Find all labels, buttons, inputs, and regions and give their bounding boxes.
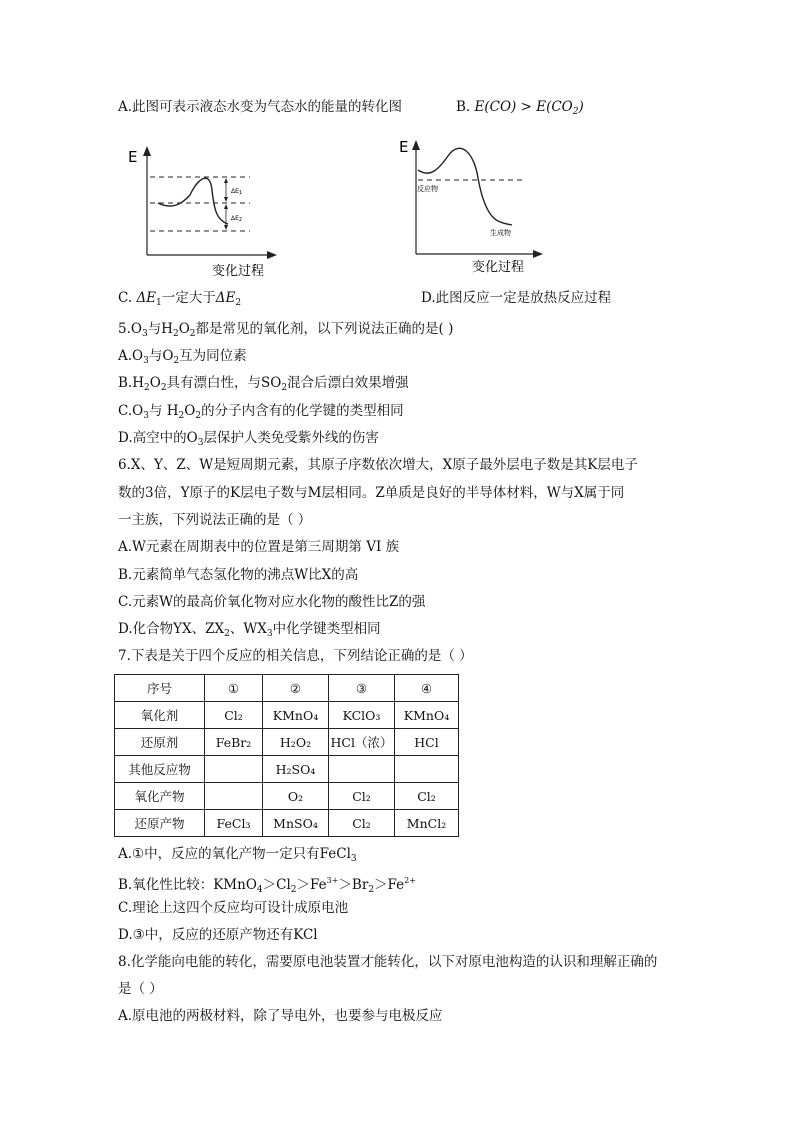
table-cell: KMnO₄ — [263, 702, 329, 729]
q6-stem-line3: 一主族，下列说法正确的是（ ） — [118, 512, 312, 528]
row-label: 其他反应物 — [115, 756, 205, 783]
q8-stem-line1: 8.化学能向电能的转化，需要原电池装置才能转化，以下对原电池构造的认识和理解正确的 — [118, 954, 658, 970]
row-label: 氧化产物 — [115, 783, 205, 810]
table-cell — [395, 756, 459, 783]
q4-option-b: B. $E(CO) > E(CO_2)$ — [456, 99, 584, 117]
header-cell: ② — [263, 675, 329, 702]
table-row — [115, 756, 459, 783]
table-row — [115, 810, 459, 837]
q8-stem-line2: 是（ ） — [118, 981, 163, 997]
q7-stem: 7.下表是关于四个反应的相关信息，下列结论正确的是（ ） — [118, 648, 473, 664]
header-cell: ③ — [329, 675, 395, 702]
table-cell — [205, 756, 263, 783]
table-header-row — [115, 675, 459, 702]
q5-option-c: $C.O_3$与 $H_2O_2$的分子内含有的化学键的类型相同 — [118, 403, 404, 421]
q7-option-b: B.氧化性比较：$KMnO_4>Cl_2>Fe^{3+}>Br_2>Fe^{2+}$ — [118, 876, 416, 895]
table-cell: MnCl₂ — [395, 810, 459, 837]
table-cell — [329, 756, 395, 783]
energy-diagram-right — [396, 134, 546, 279]
q4-option-c: C. $\Delta E_1$一定大于$\Delta E_2$ — [118, 290, 242, 308]
y-axis-label: E — [399, 138, 409, 156]
table-cell: HCl（浓） — [329, 729, 395, 756]
q7-option-a: A.①中，反应的氧化产物一定只有FeCl$_3$ — [118, 846, 357, 864]
table-row — [115, 783, 459, 810]
row-label: 还原产物 — [115, 810, 205, 837]
energy-curve — [158, 178, 228, 224]
table-cell: Cl₂ — [395, 783, 459, 810]
table-cell: FeCl₃ — [205, 810, 263, 837]
q5-option-b: $B.H_2O_2$具有漂白性，与$SO_2$混合后漂白效果增强 — [118, 375, 409, 393]
reaction-table — [114, 674, 459, 837]
q4-option-a: A.此图可表示液态水变为气态水的能量的转化图 — [118, 99, 403, 115]
row-label: 还原剂 — [115, 729, 205, 756]
delta-e1-label: ΔE1 — [231, 188, 243, 196]
table-cell: O₂ — [263, 783, 329, 810]
product-label: 生成物 — [490, 229, 511, 237]
q6-option-d: D.化合物YX、$ZX_2$、$WX_3$中化学键类型相同 — [118, 621, 381, 639]
table-cell: H₂SO₄ — [263, 756, 329, 783]
q4-option-d: D.此图反应一定是放热反应过程 — [421, 290, 612, 306]
table-cell: Cl₂ — [329, 810, 395, 837]
q8-option-a: A.原电池的两极材料，除了导电外，也要参与电极反应 — [118, 1008, 443, 1024]
table-cell: Cl₂ — [329, 783, 395, 810]
q5-option-d: D.高空中的$O_3$层保护人类免受紫外线的伤害 — [118, 430, 379, 448]
energy-diagram-left — [120, 140, 280, 285]
header-cell: ④ — [395, 675, 459, 702]
table-cell: KClO₃ — [329, 702, 395, 729]
y-axis-label: E — [128, 148, 138, 166]
q6-stem-line2: 数的3倍，Y原子的K层电子数与M层相同。Z单质是良好的半导体材料，W与X属于同 — [118, 485, 625, 501]
x-axis-label: 变化过程 — [212, 264, 265, 279]
q7-option-c: C.理论上这四个反应均可设计成原电池 — [118, 900, 349, 916]
q7-option-d: D.③中，反应的还原产物还有KCl — [118, 927, 318, 943]
x-axis-label: 变化过程 — [472, 260, 525, 275]
q6-stem-line1: 6.X、Y、Z、W是短周期元素，其原子序数依次增大，X原子最外层电子数是其K层电子 — [118, 457, 638, 473]
row-label: 氧化剂 — [115, 702, 205, 729]
delta-e2-label: ΔE2 — [231, 215, 243, 223]
header-cell: 序号 — [115, 675, 205, 702]
header-cell: ① — [205, 675, 263, 702]
q6-option-a: A.W元素在周期表中的位置是第三周期第 VI 族 — [118, 539, 400, 555]
table-cell: KMnO₄ — [395, 702, 459, 729]
q6-option-b: B.元素简单气态氢化物的沸点W比X的高 — [118, 567, 359, 583]
q5-option-a: $A.O_3$与$O_2$互为同位素 — [118, 348, 247, 366]
table-cell: Cl₂ — [205, 702, 263, 729]
table-cell: H₂O₂ — [263, 729, 329, 756]
q6-option-c: C.元素W的最高价氧化物对应水化物的酸性比Z的强 — [118, 594, 426, 610]
table-row — [115, 702, 459, 729]
table-row — [115, 729, 459, 756]
table-cell: FeBr₂ — [205, 729, 263, 756]
table-cell — [205, 783, 263, 810]
table-cell: MnSO₄ — [263, 810, 329, 837]
q5-stem: $5.O_3$与$H_2O_2$都是常见的氧化剂，以下列说法正确的是( ) — [118, 321, 454, 339]
reactant-label: 反应物 — [417, 185, 438, 193]
table-cell: HCl — [395, 729, 459, 756]
